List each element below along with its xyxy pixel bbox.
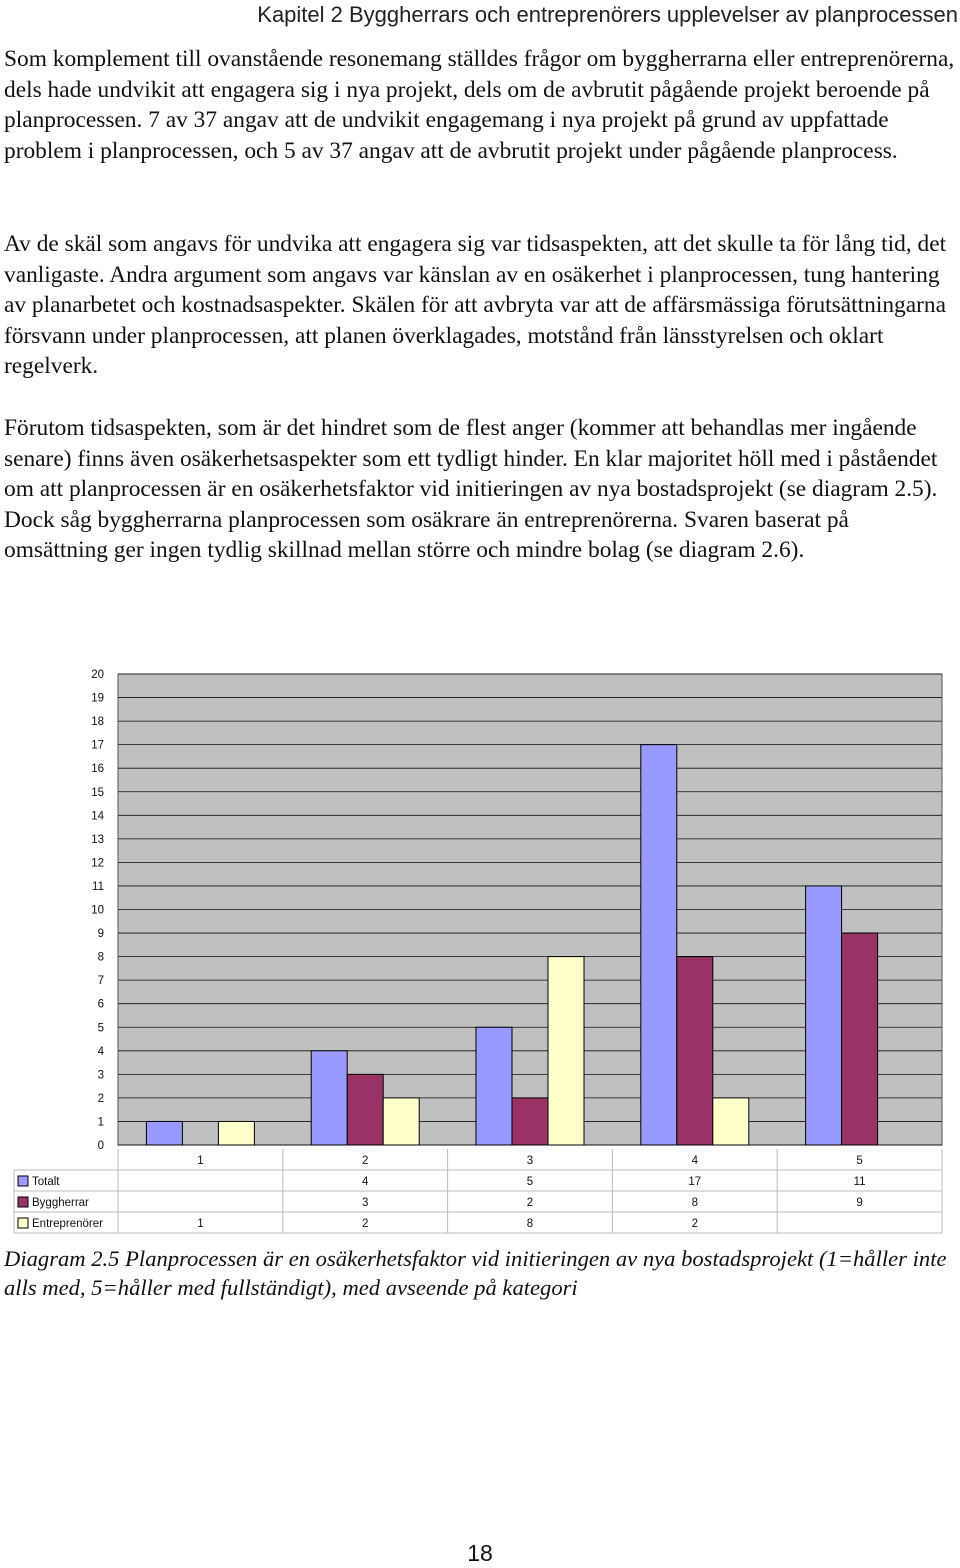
y-tick-label: 16 <box>91 763 104 776</box>
data-table-value: 9 <box>856 1197 863 1209</box>
y-tick-label: 0 <box>97 1140 104 1152</box>
x-category-label: 3 <box>526 1155 534 1167</box>
data-table-value: 5 <box>526 1176 534 1188</box>
diagram-caption: Diagram 2.5 Planprocessen är en osäkerhetsfaktor vid initieringen av nya bostadsprojekt (1=håller inte alls med, 5=håller med fullständigt), med avseende på kategori <box>4 1246 947 1300</box>
y-tick-label: 12 <box>91 857 104 870</box>
legend-key <box>18 1176 28 1186</box>
y-tick-label: 6 <box>97 998 104 1011</box>
data-table-value: 2 <box>691 1218 699 1230</box>
bar <box>347 1074 383 1145</box>
paragraph-1: Som komplement till ovanstående resonemang ställdes frågor om byggherrarna eller entreprenörerna, dels hade undvikit att engagera sig i nya projekt, dels om de avbrutit pågående projekt beroende på planprocessen. 7 av 37 angav att de undvikit engagemang i nya projekt på grund av uppfattade problem i planprocessen, och 5 av 37 angav att de avbrutit projekt under pågående planprocess. <box>4 46 955 164</box>
y-tick-label: 7 <box>97 975 104 988</box>
y-tick-label: 1 <box>97 1116 104 1129</box>
bar <box>146 1121 182 1145</box>
bar <box>383 1098 419 1145</box>
y-tick-label: 18 <box>91 716 104 729</box>
data-table-value: 2 <box>526 1197 534 1209</box>
x-category-label: 1 <box>197 1155 204 1167</box>
y-tick-label: 9 <box>97 928 104 941</box>
y-tick-label: 3 <box>97 1069 104 1082</box>
data-table-value: 17 <box>688 1176 702 1188</box>
y-tick-label: 4 <box>97 1045 104 1058</box>
bar <box>677 957 713 1145</box>
data-table-value: 8 <box>691 1197 699 1209</box>
bar <box>548 957 584 1145</box>
legend-label: Totalt <box>32 1176 60 1188</box>
bar <box>842 933 878 1145</box>
y-tick-label: 13 <box>91 833 104 846</box>
diagram-2-5 <box>0 660 960 1235</box>
bar <box>476 1027 512 1145</box>
bar <box>512 1098 548 1145</box>
x-category-label: 2 <box>361 1155 369 1167</box>
data-table-value: 11 <box>853 1176 866 1188</box>
data-table-value: 4 <box>361 1176 369 1188</box>
page-number: 18 <box>467 1540 493 1566</box>
y-tick-label: 11 <box>92 880 104 893</box>
bar-chart <box>0 660 960 1235</box>
legend-label: Entreprenörer <box>32 1218 103 1230</box>
legend-key <box>18 1218 28 1228</box>
y-tick-label: 15 <box>91 786 104 799</box>
y-tick-label: 5 <box>97 1022 104 1035</box>
x-category-label: 5 <box>856 1155 863 1167</box>
y-tick-label: 20 <box>91 669 104 681</box>
data-table-value: 2 <box>361 1218 369 1230</box>
y-tick-label: 17 <box>91 739 104 752</box>
x-category-label: 4 <box>691 1155 699 1167</box>
data-table-value: 1 <box>197 1218 204 1230</box>
y-tick-label: 14 <box>91 810 104 823</box>
y-tick-label: 19 <box>91 692 104 705</box>
data-table-value: 3 <box>361 1197 369 1209</box>
bar <box>311 1051 347 1145</box>
bar <box>713 1098 749 1145</box>
paragraph-3: Förutom tidsaspekten, som är det hindret som de flest anger (kommer att behandlas mer ingående senare) finns även osäkerhetsaspekter som ett tydligt hinder. En klar majoritet höll med i påståendet om att planprocessen är en osäkerhetsfaktor vid initieringen av nya bostadsprojekt (se diagram 2.5). Dock såg byggherrarna planprocessen som osäkrare än entreprenörerna. Svaren baserat på omsättning ger ingen tydlig skillnad mellan större och mindre bolag (se diagram 2.6). <box>4 415 938 564</box>
paragraph-2: Av de skäl som angavs för undvika att engagera sig var tidsaspekten, att det skulle ta för lång tid, det vanligaste. Andra argument som angavs var känslan av en osäkerhet i planprocessen, tung hantering av planarbetet och kostnadsaspekter. Skälen för att avbryta var att de affärsmässiga förutsättningarna försvann under planprocessen, att planen överklagades, motstånd från länsstyrelsen och oklart regelverk. <box>4 231 947 380</box>
y-tick-label: 8 <box>97 951 104 964</box>
legend-key <box>18 1197 28 1207</box>
chapter-header: Kapitel 2 Byggherrars och entreprenörers upplevelser av planprocessen <box>257 2 958 27</box>
y-tick-label: 2 <box>97 1092 104 1105</box>
bar <box>218 1121 254 1145</box>
bar <box>806 886 842 1145</box>
y-tick-label: 10 <box>91 904 104 917</box>
data-table-value: 8 <box>526 1218 534 1230</box>
legend-label: Byggherrar <box>32 1197 89 1209</box>
bar <box>641 745 677 1145</box>
